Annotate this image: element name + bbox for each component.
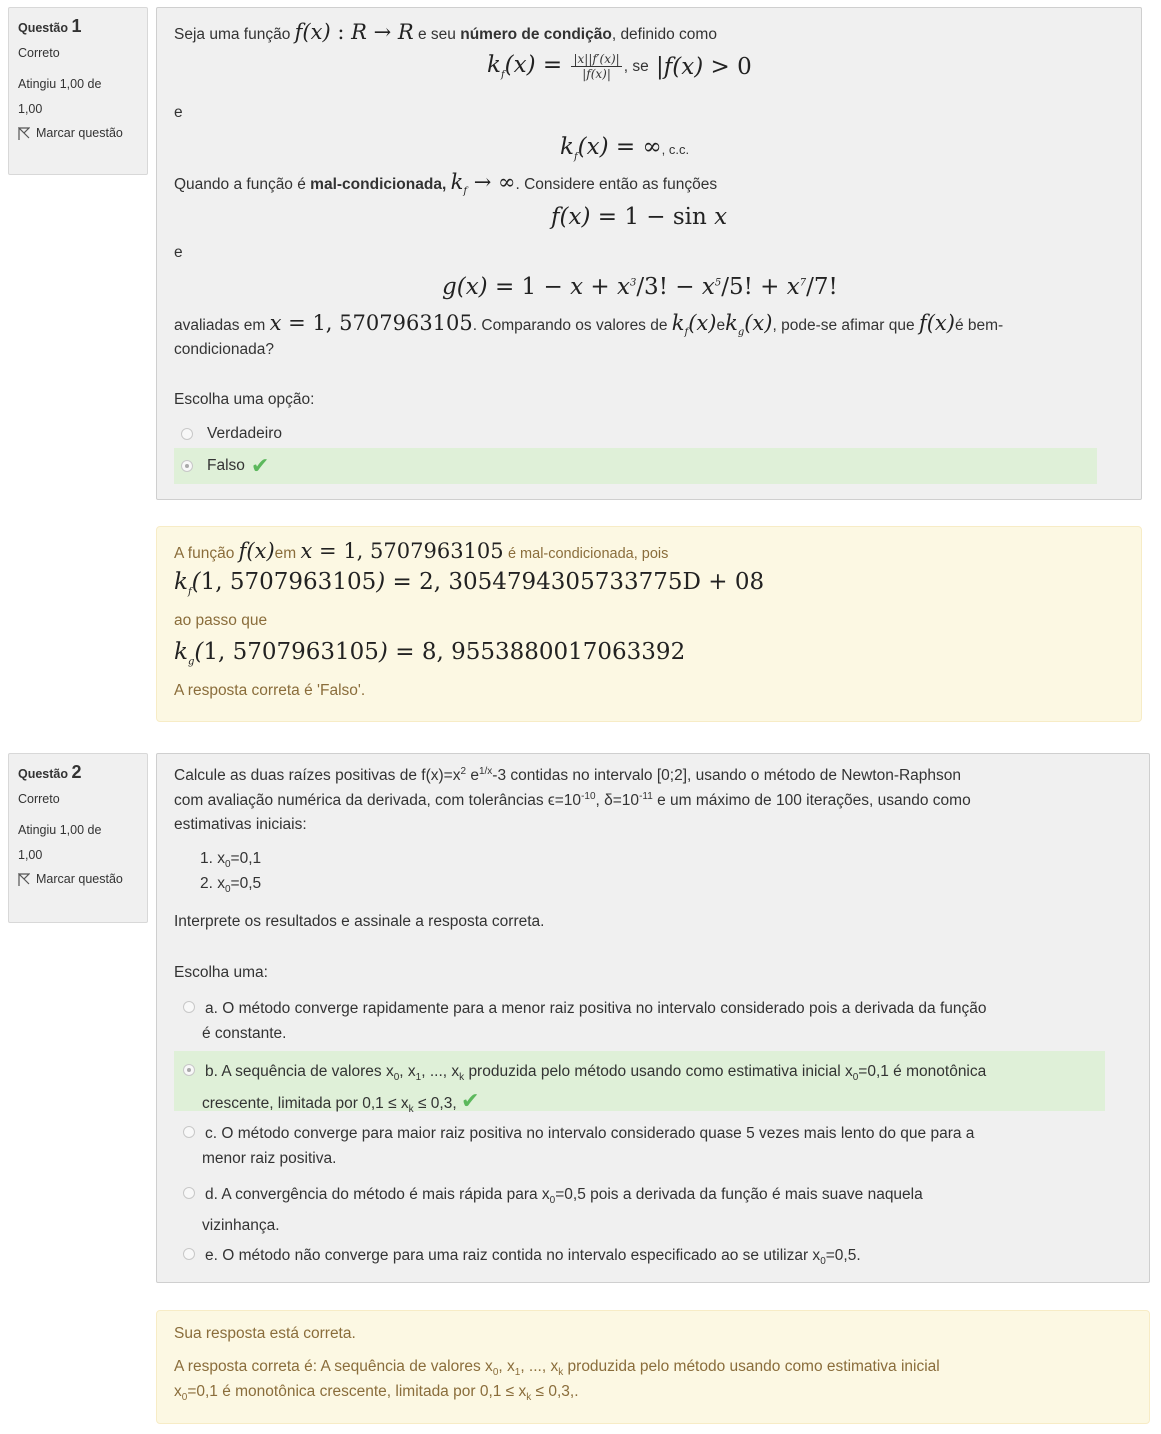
flag-icon	[18, 873, 30, 886]
q2-radio-c[interactable]	[183, 1126, 195, 1138]
q2-feedback-line3: $x_0=0,1$ é monotônica crescente, limitada por $0,1 \le x_k \le 0,3$,.	[174, 1383, 579, 1404]
q2-state: Correto	[18, 792, 60, 806]
q1-e1: e	[174, 104, 183, 121]
q1-option-false[interactable]: Falso ✔	[174, 448, 1097, 484]
q2-feedback-line2: A resposta correta é: A sequência de valores $x_0$, $x_1$, ..., $x_k$ produzida pelo método usando como estimativa inicial	[174, 1358, 940, 1379]
q1-f-formula: f(x) = 1 − sin x	[551, 204, 728, 230]
q2-radio-e[interactable]	[183, 1248, 195, 1260]
q2-radio-b[interactable]	[183, 1064, 195, 1076]
q1-intro: Seja uma função f(x) : R → R e seu número de condição, definido como	[174, 20, 717, 44]
q1-feedback-answer: A resposta correta é 'Falso'.	[174, 682, 366, 699]
q2-interpret: Interprete os resultados e assinale a resposta correta.	[174, 913, 545, 930]
q2-prompt: Escolha uma:	[174, 964, 268, 981]
q1-state: Correto	[18, 46, 60, 60]
q2-feedback-line1: Sua resposta está correta.	[174, 1325, 356, 1342]
q2-option-e[interactable]: e. O método não converge para uma raiz contida no intervalo especificado ao se utilizar $x_0=0,5$.	[174, 1237, 1105, 1269]
q2-formulation	[156, 753, 1150, 1283]
q2-radio-a[interactable]	[183, 1001, 195, 1013]
q2-option-d[interactable]: d. A convergência do método é mais rápida para $x_0=0,5$ pois a derivada da função é mais suave naquela vizinhança.	[174, 1176, 1105, 1232]
q2-para-line2: com avaliação numérica da derivada, com tolerâncias $\epsilon=10^{-10}$, $\delta=10^{-11}$ e um máximo de 100 iterações, usando como	[174, 791, 971, 810]
q2-para-line3: estimativas iniciais:	[174, 816, 307, 833]
q1-aval-line2: condicionada?	[174, 341, 274, 358]
q1-feedback-kf: $k_f(1$, 5707963105) = 2, 3054794305733775D + 08	[174, 569, 765, 598]
q2-list-item-1: 1. $x_0=0,1$	[200, 850, 262, 871]
q2-option-a[interactable]: a. O método converge rapidamente para a menor raiz positiva no intervalo considerado pois a derivada da função é constante.	[174, 990, 1105, 1046]
q1-inf-formula: $k_f(x)$ = ∞, c.c.	[560, 134, 690, 163]
q1-radio-false[interactable]	[181, 460, 193, 472]
q2-list-item-2: 2. $x_0=0,5$	[200, 875, 262, 896]
q1-info-box	[8, 7, 148, 175]
q1-feedback-kg: $k_g(1$, 5707963105) = 8, 9553880017063392	[174, 639, 686, 668]
q1-prompt: Escolha uma opção:	[174, 391, 315, 408]
q2-radio-d[interactable]	[183, 1187, 195, 1199]
q1-formulation	[156, 7, 1142, 500]
q1-number: Questão 1	[18, 16, 82, 36]
q1-grade: Atingiu 1,00 de 1,00	[18, 77, 102, 116]
q2-option-c[interactable]: c. O método converge para maior raiz positiva no intervalo considerado quase 5 vezes mais lento do que para a menor raiz positiva.	[174, 1115, 1105, 1171]
q1-feedback	[156, 526, 1142, 722]
q2-info-box	[8, 753, 148, 923]
q2-para-line1: Calcule as duas raízes positivas de $f(x)=x^2$ $e^{1/x}-3$ contidas no intervalo [0;2], usando o método de Newton-Raphson	[174, 766, 962, 785]
q1-option-true[interactable]: Verdadeiro	[174, 420, 1097, 448]
check-icon: ✔	[460, 1088, 480, 1114]
q1-mal-cond: Quando a função é mal-condicionada, $k_f$ → ∞. Considere então as funções	[174, 170, 718, 198]
q1-e2: e	[174, 244, 183, 261]
q1-aval: avaliadas em x = 1, 5707963105. Comparando os valores de $k_f(x)ek_g(x)$, pode-se afimar que f(x)é bem-	[174, 311, 1004, 339]
q2-flag-button[interactable]: Marcar questão	[18, 872, 138, 886]
q2-number: Questão 2	[18, 762, 82, 782]
q1-flag-button[interactable]: Marcar questão	[18, 126, 138, 140]
q2-grade: Atingiu 1,00 de 1,00	[18, 823, 102, 862]
q1-g-formula: $g(x) = 1 - x + x^3/3$! − $x^5/5$! + $x^7/7$!	[442, 274, 838, 300]
q1-cond-formula: $k_f(x)$ = $\frac{|x||f'(x)|}{|f(x)|}$ , se |f(x) > 0	[487, 52, 752, 81]
q2-option-b[interactable]: b. A sequência de valores $x_0$, $x_1$, ..., $x_k$ produzida pelo método usando como estimativa inicial $x_0=0,1$ é monotônica crescente, limitada por $0,1 \le x_k \le 0,3$, ✔	[174, 1051, 1105, 1111]
q1-radio-true[interactable]	[181, 428, 193, 440]
flag-icon	[18, 127, 30, 140]
check-icon: ✔	[250, 453, 270, 478]
q2-feedback	[156, 1310, 1150, 1424]
q1-feedback-line2: ao passo que	[174, 612, 268, 629]
q1-feedback-line1: A função f(x)em x = 1, 5707963105 é mal-condicionada, pois	[174, 539, 669, 563]
